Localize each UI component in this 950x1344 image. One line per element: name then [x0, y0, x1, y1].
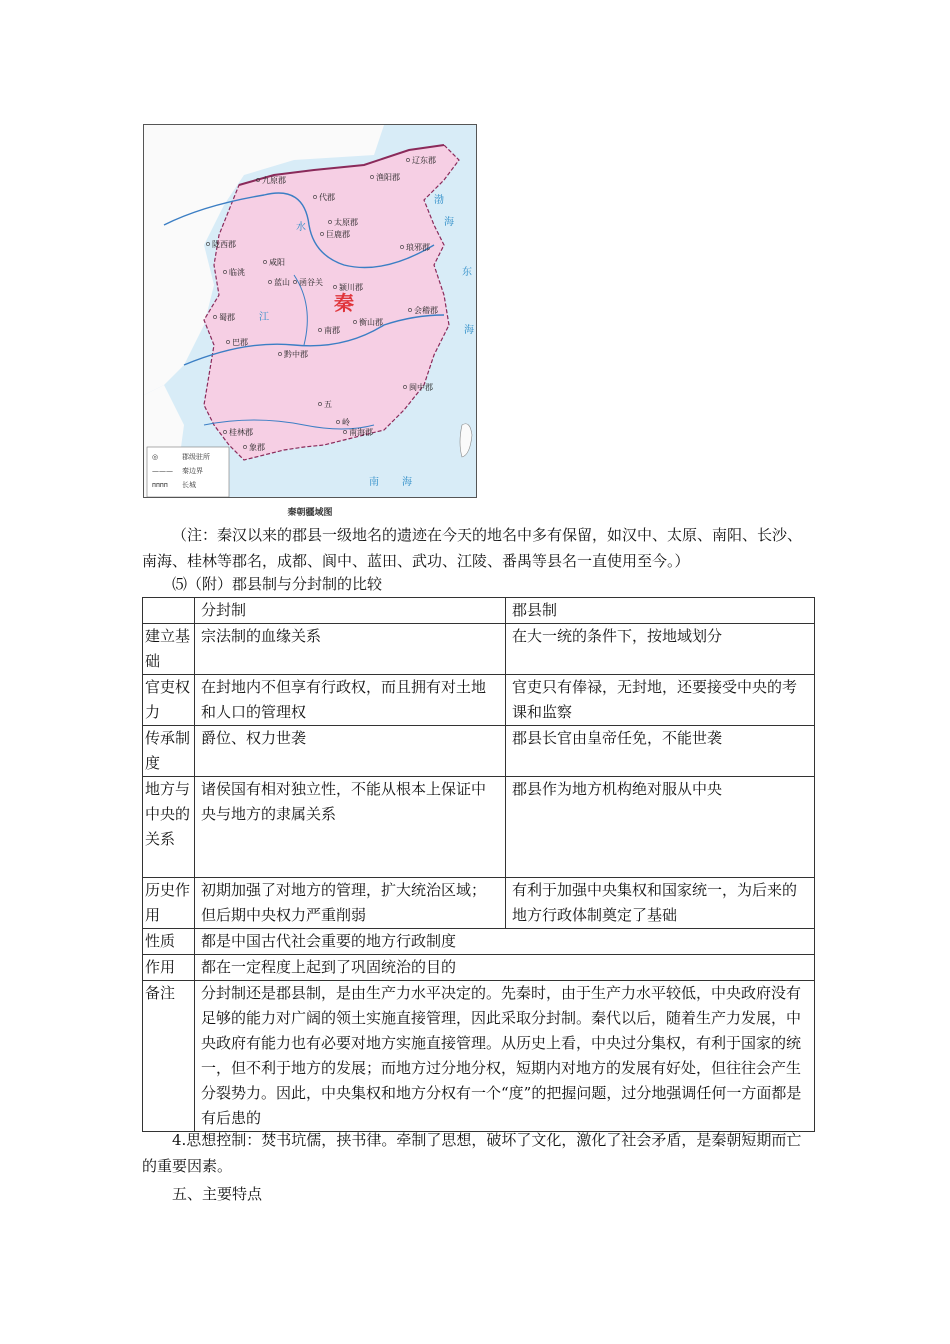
row-label: 建立基础 — [143, 624, 195, 675]
place-label: 代郡 — [319, 193, 335, 202]
table-cell: 在大一统的条件下，按地域划分 — [506, 624, 815, 675]
row-label: 历史作用 — [143, 878, 195, 929]
water-label: 海 — [402, 477, 412, 488]
table-row — [143, 878, 815, 929]
row-label: 地方与中央的关系 — [143, 777, 195, 878]
row-label: 传承制度 — [143, 726, 195, 777]
place-label: 巨鹿郡 — [326, 230, 350, 239]
place-label: 渔阳郡 — [376, 173, 400, 182]
water-label: 水 — [296, 222, 306, 233]
table-cell: 初期加强了对地方的管理，扩大统治区域；但后期中央权力严重削弱 — [195, 878, 506, 929]
map-legend — [147, 447, 229, 497]
comparison-table-body — [143, 598, 815, 1132]
table-cell: 诸侯国有相对独立性，不能从根本上保证中央与地方的隶属关系 — [195, 777, 506, 878]
comparison-table — [142, 597, 815, 1132]
place-label: 巴郡 — [232, 338, 248, 347]
table-cell: 宗法制的血缘关系 — [195, 624, 506, 675]
water-label: 南 — [369, 477, 379, 488]
place-label: 颍川郡 — [339, 283, 363, 292]
table-row — [143, 675, 815, 726]
table-cell: 都在一定程度上起到了巩固统治的目的 — [195, 955, 815, 981]
table-row-merged — [143, 929, 815, 955]
place-label: 闽中郡 — [409, 383, 433, 392]
table-cell: 郡县长官由皇帝任免，不能世袭 — [506, 726, 815, 777]
table-cell: 有利于加强中央集权和国家统一，为后来的地方行政体制奠定了基础 — [506, 878, 815, 929]
place-label: 南郡 — [324, 326, 340, 335]
map-caption: 秦朝疆域图 — [287, 508, 333, 518]
table-header-cell: 郡县制 — [506, 598, 815, 624]
place-label: 象郡 — [249, 443, 265, 452]
map-svg — [144, 125, 477, 498]
place-label: 黔中郡 — [284, 350, 308, 359]
table-row-merged — [143, 955, 815, 981]
table-row — [143, 777, 815, 878]
legend-symbol: ᴨᴨᴨᴨ — [152, 481, 168, 489]
section-subheading: ⑸（附）郡县制与分封制的比较 — [172, 575, 383, 593]
place-label: 蓝山 — [274, 278, 290, 287]
place-label: 临洮 — [229, 268, 245, 277]
place-label: 九原郡 — [262, 176, 286, 185]
legend-label: 长城 — [182, 481, 196, 489]
row-label: 官吏权力 — [143, 675, 195, 726]
place-label: 琅邪郡 — [406, 243, 430, 252]
place-label: 会稽郡 — [414, 306, 438, 315]
legend-label: 秦边界 — [182, 467, 203, 475]
place-label: 五 — [324, 400, 332, 409]
table-cell: 分封制还是郡县制，是由生产力水平决定的。先秦时，由于生产力水平较低，中央政府没有足够的能力对广阔的领土实施直接管理，因此采取分封制。秦代以后，随着生产力发展，中央政府有能力也有必要对地方实施直接管理。从历史上看，中央过分集权，有利于国家的统一，但不利于地方的发展；而地方过分地分权，短期内对地方的发展有好处，但往往会产生分裂势力。因此，中央集权和地方分权有一个“度”的把握问题，过分地强调任何一方面都是有后患的 — [195, 981, 815, 1132]
table-cell: 都是中国古代社会重要的地方行政制度 — [195, 929, 815, 955]
legend-symbol: ——— — [152, 467, 173, 475]
table-cell: 郡县作为地方机构绝对服从中央 — [506, 777, 815, 878]
row-label: 性质 — [143, 929, 195, 955]
table-cell: 在封地内不但享有行政权，而且拥有对土地和人口的管理权 — [195, 675, 506, 726]
row-label: 作用 — [143, 955, 195, 981]
table-header-row — [143, 598, 815, 624]
place-label: 陇西郡 — [212, 240, 236, 249]
place-label: 南海郡 — [349, 428, 373, 437]
place-label: 衡山郡 — [359, 318, 383, 327]
water-label: 东 — [462, 267, 472, 278]
water-label: 海 — [464, 325, 474, 336]
table-header-cell — [143, 598, 195, 624]
paragraph-thought-control: 4.思想控制：焚书坑儒，挟书律。牵制了思想，破坏了文化，激化了社会矛盾，是秦朝短期而亡的重要因素。 — [142, 1131, 802, 1175]
water-label: 海 — [444, 217, 454, 228]
table-header-cell: 分封制 — [195, 598, 506, 624]
qin-territory-map — [143, 124, 477, 498]
map-title-char: 秦 — [334, 291, 354, 315]
legend-symbol: ◎ — [152, 453, 159, 461]
water-label: 渤 — [434, 195, 444, 206]
table-row — [143, 726, 815, 777]
legend-label: 郡级驻所 — [182, 453, 210, 461]
place-label: 桂林郡 — [229, 428, 253, 437]
map-note: （注：秦汉以来的郡县一级地名的遗迹在今天的地名中多有保留，如汉中、太原、南阳、长沙、南海、桂林等郡名，成都、阆中、蓝田、武功、江陵、番禺等县名一直使用至今。） — [142, 526, 803, 570]
paragraph-section-heading: 五、主要特点 — [172, 1185, 263, 1203]
table-row — [143, 624, 815, 675]
place-label: 岭 — [342, 418, 350, 427]
row-label: 备注 — [143, 981, 195, 1132]
place-label: 函谷关 — [299, 278, 323, 287]
table-row-merged — [143, 981, 815, 1132]
table-cell: 爵位、权力世袭 — [195, 726, 506, 777]
place-label: 咸阳 — [269, 258, 285, 267]
place-label: 辽东郡 — [412, 156, 436, 165]
place-label: 太原郡 — [334, 218, 358, 227]
table-cell: 官吏只有俸禄，无封地，还要接受中央的考课和监察 — [506, 675, 815, 726]
water-label: 江 — [259, 312, 269, 323]
place-label: 蜀郡 — [219, 313, 235, 322]
